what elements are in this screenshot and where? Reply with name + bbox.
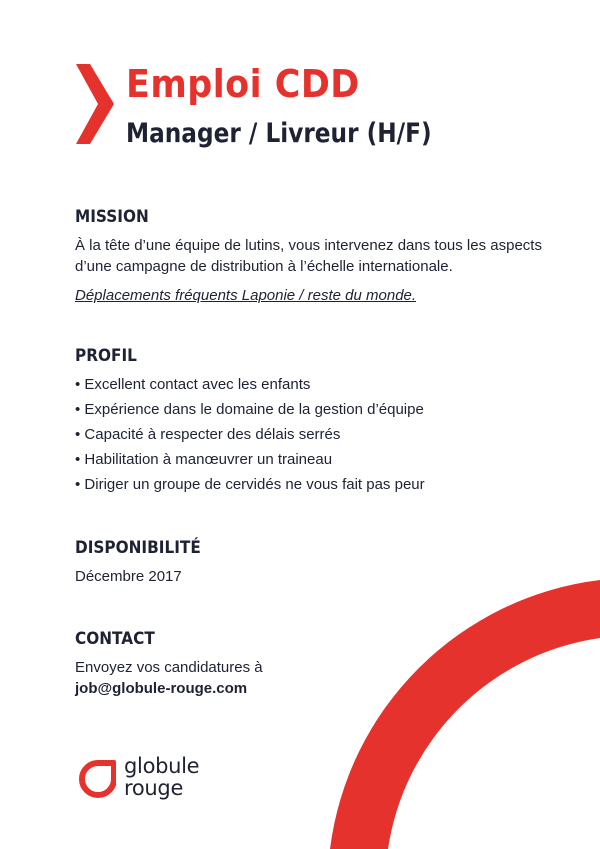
mission-section bbox=[75, 207, 555, 306]
logo-line-2: rouge bbox=[124, 776, 184, 800]
globule-drop-icon bbox=[78, 759, 116, 805]
page-title: Emploi CDD bbox=[126, 62, 360, 106]
job-subtitle: Manager / Livreur (H/F) bbox=[126, 118, 432, 149]
profil-list bbox=[75, 374, 555, 495]
disponibilite-heading: DISPONIBILITÉ bbox=[75, 538, 201, 558]
list-item: • Excellent contact avec les enfants bbox=[75, 374, 555, 395]
list-item: • Capacité à respecter des délais serrés bbox=[75, 424, 555, 445]
contact-heading: CONTACT bbox=[75, 629, 155, 649]
logo-wordmark bbox=[124, 755, 199, 799]
chevron-arrow-icon bbox=[76, 64, 114, 144]
contact-text: Envoyez vos candidatures à bbox=[75, 659, 263, 676]
profil-heading: PROFIL bbox=[75, 346, 137, 366]
list-item: • Habilitation à manœuvrer un traineau bbox=[75, 449, 555, 470]
decorative-arc bbox=[330, 580, 600, 849]
disponibilite-text: Décembre 2017 bbox=[75, 568, 182, 585]
mission-text: À la tête d’une équipe de lutins, vous intervenez dans tous les aspects d’une campagne de distribution à l’échelle internationale. bbox=[75, 237, 542, 275]
list-item: • Diriger un groupe de cervidés ne vous fait pas peur bbox=[75, 474, 555, 495]
profil-section bbox=[75, 346, 555, 499]
logo-line-1: globule bbox=[124, 754, 200, 778]
contact-email[interactable]: job@globule-rouge.com bbox=[75, 680, 248, 697]
mission-note: Déplacements fréquents Laponie / reste du monde. bbox=[75, 287, 417, 304]
globule-rouge-logo bbox=[78, 755, 238, 811]
list-item: • Expérience dans le domaine de la gestion d’équipe bbox=[75, 399, 555, 420]
mission-heading: MISSION bbox=[75, 207, 149, 227]
